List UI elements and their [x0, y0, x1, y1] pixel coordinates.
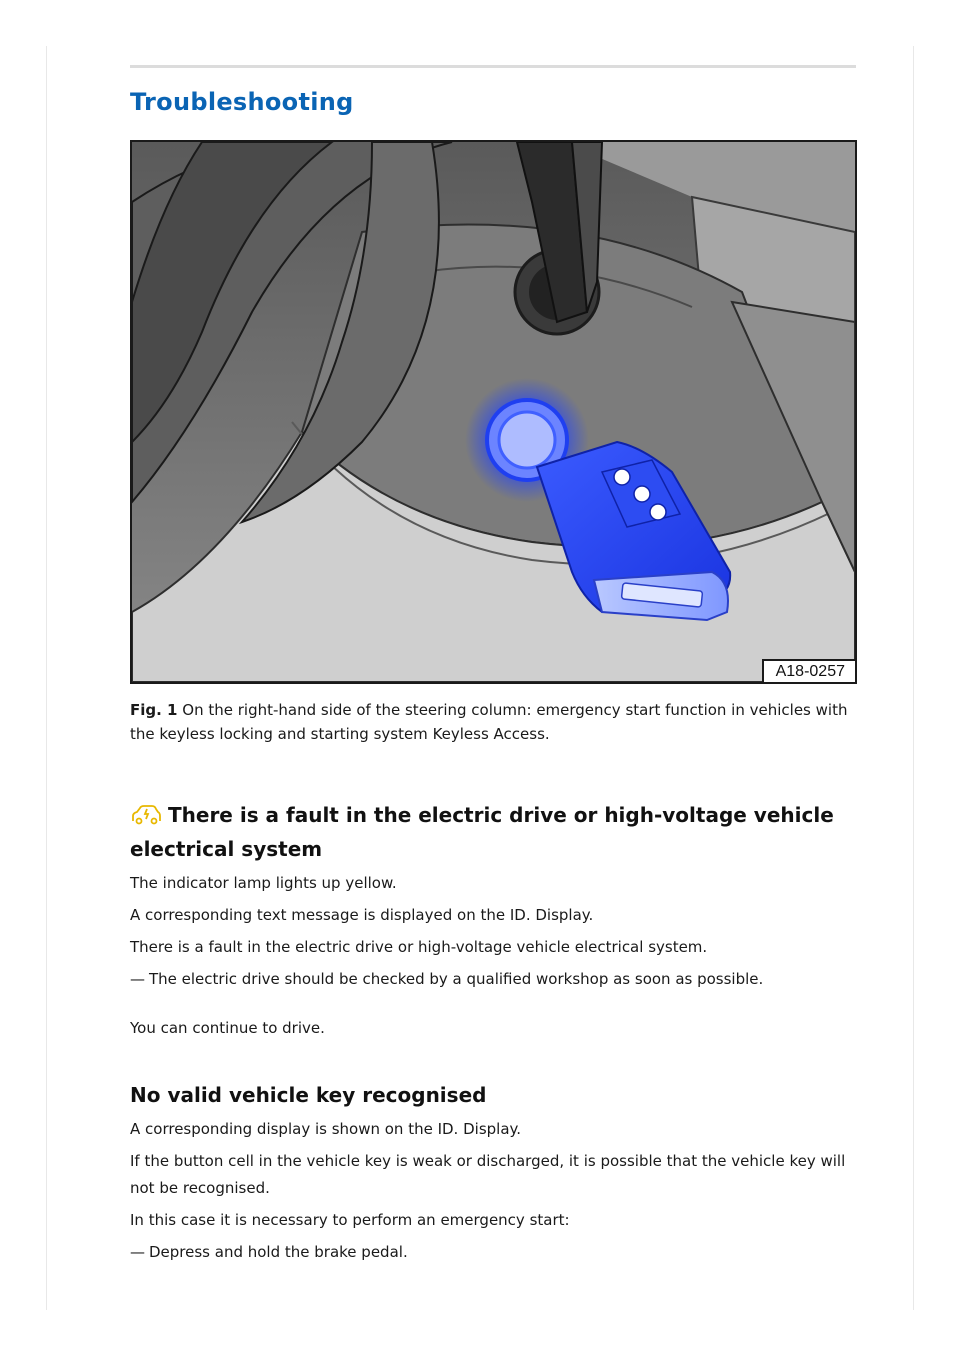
text-message-paragraph: A corresponding text message is displayed on the ID. Display. — [130, 906, 594, 924]
figure-caption-text: On the right-hand side of the steering column: emergency start function in vehicles with the keyless locking and starting system Keyless Access. — [130, 701, 848, 743]
figure-caption — [130, 698, 856, 746]
brake-pedal-step — [130, 1239, 856, 1266]
figure-emergency-start — [130, 140, 857, 684]
continue-driving-paragraph: You can continue to drive. — [130, 1019, 325, 1037]
step-dash: — — [130, 1243, 145, 1261]
indicator-lamp-text: The indicator lamp lights up yellow. — [130, 874, 397, 892]
header-rule — [130, 65, 856, 68]
section-title-drive-fault — [130, 798, 856, 866]
button-cell-paragraph: If the button cell in the vehicle key is weak or discharged, it is possible that the vehicle key will not be recognised. — [130, 1152, 846, 1197]
brake-pedal-step-text: Depress and hold the brake pedal. — [149, 1243, 408, 1261]
steering-column-illustration — [132, 142, 855, 682]
step-dash: — — [130, 970, 145, 988]
page-margin-rule-left — [46, 46, 47, 1310]
workshop-step — [130, 966, 856, 993]
fault-description-paragraph: There is a fault in the electric drive or high-voltage vehicle electrical system. — [130, 938, 708, 956]
drive-fault-warning-icon — [130, 803, 162, 825]
page-title: Troubleshooting — [130, 88, 354, 116]
section-title-drive-fault-text: There is a fault in the electric drive or high-voltage vehicle electrical system — [130, 803, 834, 861]
figure-label: Fig. 1 — [130, 701, 178, 719]
page-content — [130, 88, 856, 1266]
page-margin-rule-right — [913, 46, 914, 1310]
figure-code: A18-0257 — [762, 659, 855, 682]
emergency-start-intro: In this case it is necessary to perform an emergency start: — [130, 1211, 570, 1229]
display-shown-paragraph: A corresponding display is shown on the ID. Display. — [130, 1120, 522, 1138]
section-title-no-valid-key: No valid vehicle key recognised — [130, 1083, 487, 1107]
workshop-step-text: The electric drive should be checked by a qualified workshop as soon as possible. — [149, 970, 764, 988]
